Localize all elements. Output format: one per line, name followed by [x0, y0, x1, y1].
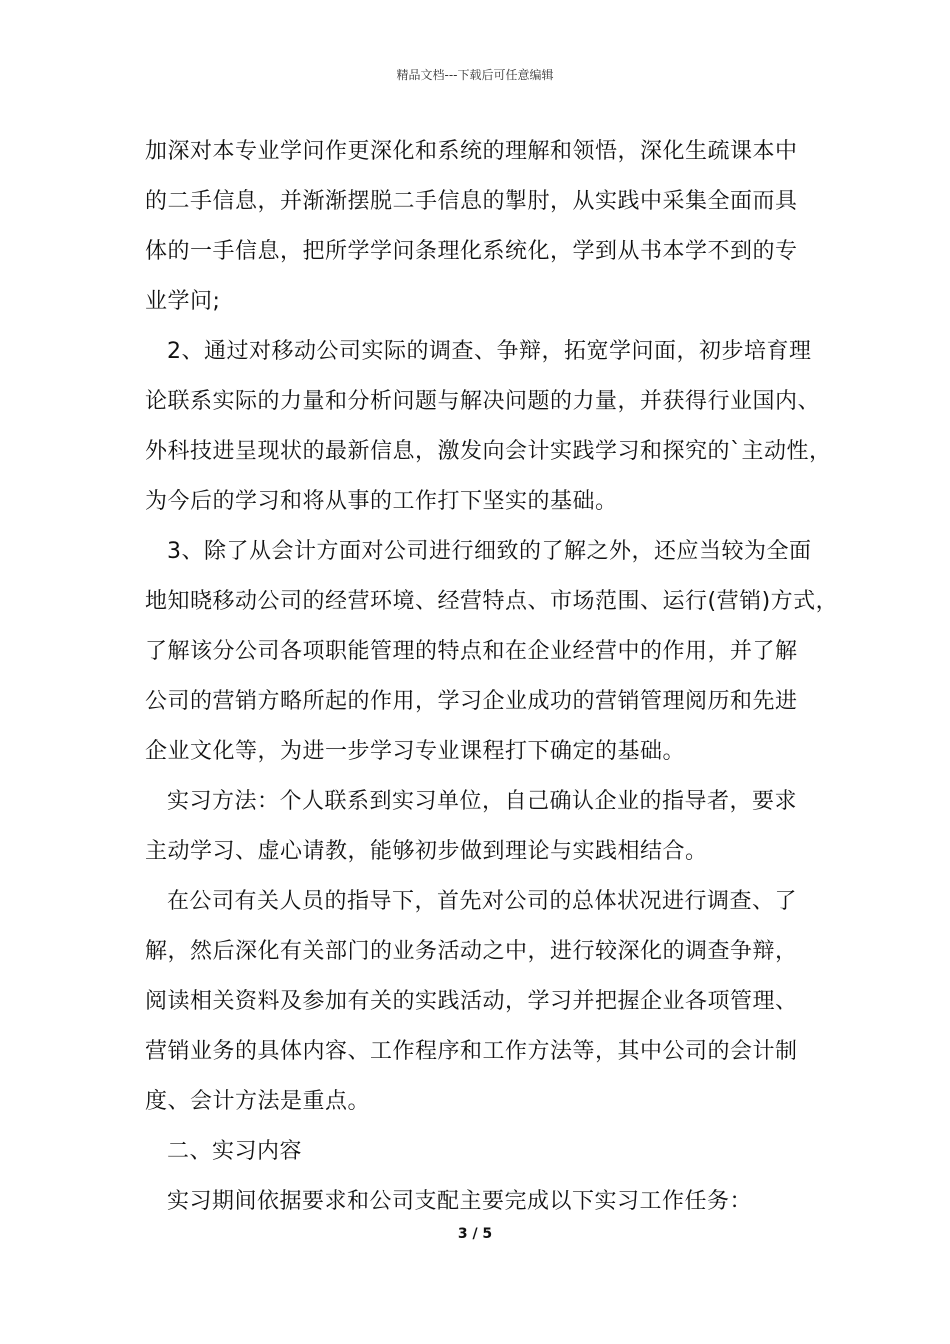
- text-line: 度、会计方法是重点。: [145, 1089, 371, 1114]
- text-line: 企业文化等，为进一步学习专业课程打下确定的基础。: [145, 739, 686, 764]
- text-line: 业学问;: [145, 289, 221, 314]
- text-line: 实习期间依据要求和公司支配主要完成以下实习工作任务：: [167, 1189, 753, 1214]
- text-line: 体的一手信息，把所学学问条理化系统化，学到从书本学不到的专: [145, 239, 798, 264]
- text-line: 公司的营销方略所起的作用，学习企业成功的营销管理阅历和先进: [145, 689, 798, 714]
- text-line: 解，然后深化有关部门的业务活动之中，进行较深化的调查争辩，: [145, 939, 798, 964]
- text-line: 2、通过对移动公司实际的调查、争辩，拓宽学问面，初步培育理: [167, 339, 812, 364]
- text-line: 加深对本专业学问作更深化和系统的理解和领悟，深化生疏课本中: [145, 139, 798, 164]
- page-number: 3 / 5: [457, 1226, 493, 1242]
- document-body: [145, 127, 839, 1227]
- text-line: 了解该分公司各项职能管理的特点和在企业经营中的作用，并了解: [145, 639, 798, 664]
- text-line: 在公司有关人员的指导下，首先对公司的总体状况进行调查、了: [167, 889, 798, 914]
- text-line: 3、除了从会计方面对公司进行细致的了解之外，还应当较为全面: [167, 539, 812, 564]
- section-heading: 二、实习内容: [167, 1139, 303, 1164]
- page-header: 精品文档---下载后可任意编辑: [396, 68, 554, 82]
- text-line: 阅读相关资料及参加有关的实践活动，学习并把握企业各项管理、: [145, 989, 798, 1014]
- text-line: 论联系实际的力量和分析问题与解决问题的力量，并获得行业国内、: [145, 389, 821, 414]
- text-line: 的二手信息，并渐渐摆脱二手信息的掣肘，从实践中采集全面而具: [145, 189, 798, 214]
- text-line: 外科技进呈现状的最新信息，激发向会计实践学习和探究的`主动性，: [145, 439, 832, 464]
- text-line: 实习方法：个人联系到实习单位，自己确认企业的指导者，要求: [167, 789, 798, 814]
- text-line: 营销业务的具体内容、工作程序和工作方法等，其中公司的会计制: [145, 1039, 798, 1064]
- text-line: 地知晓移动公司的经营环境、经营特点、市场范围、运行(营销)方式，: [145, 589, 839, 614]
- text-line: 主动学习、虚心请教，能够初步做到理论与实践相结合。: [145, 839, 708, 864]
- text-line: 为今后的学习和将从事的工作打下坚实的基础。: [145, 489, 618, 514]
